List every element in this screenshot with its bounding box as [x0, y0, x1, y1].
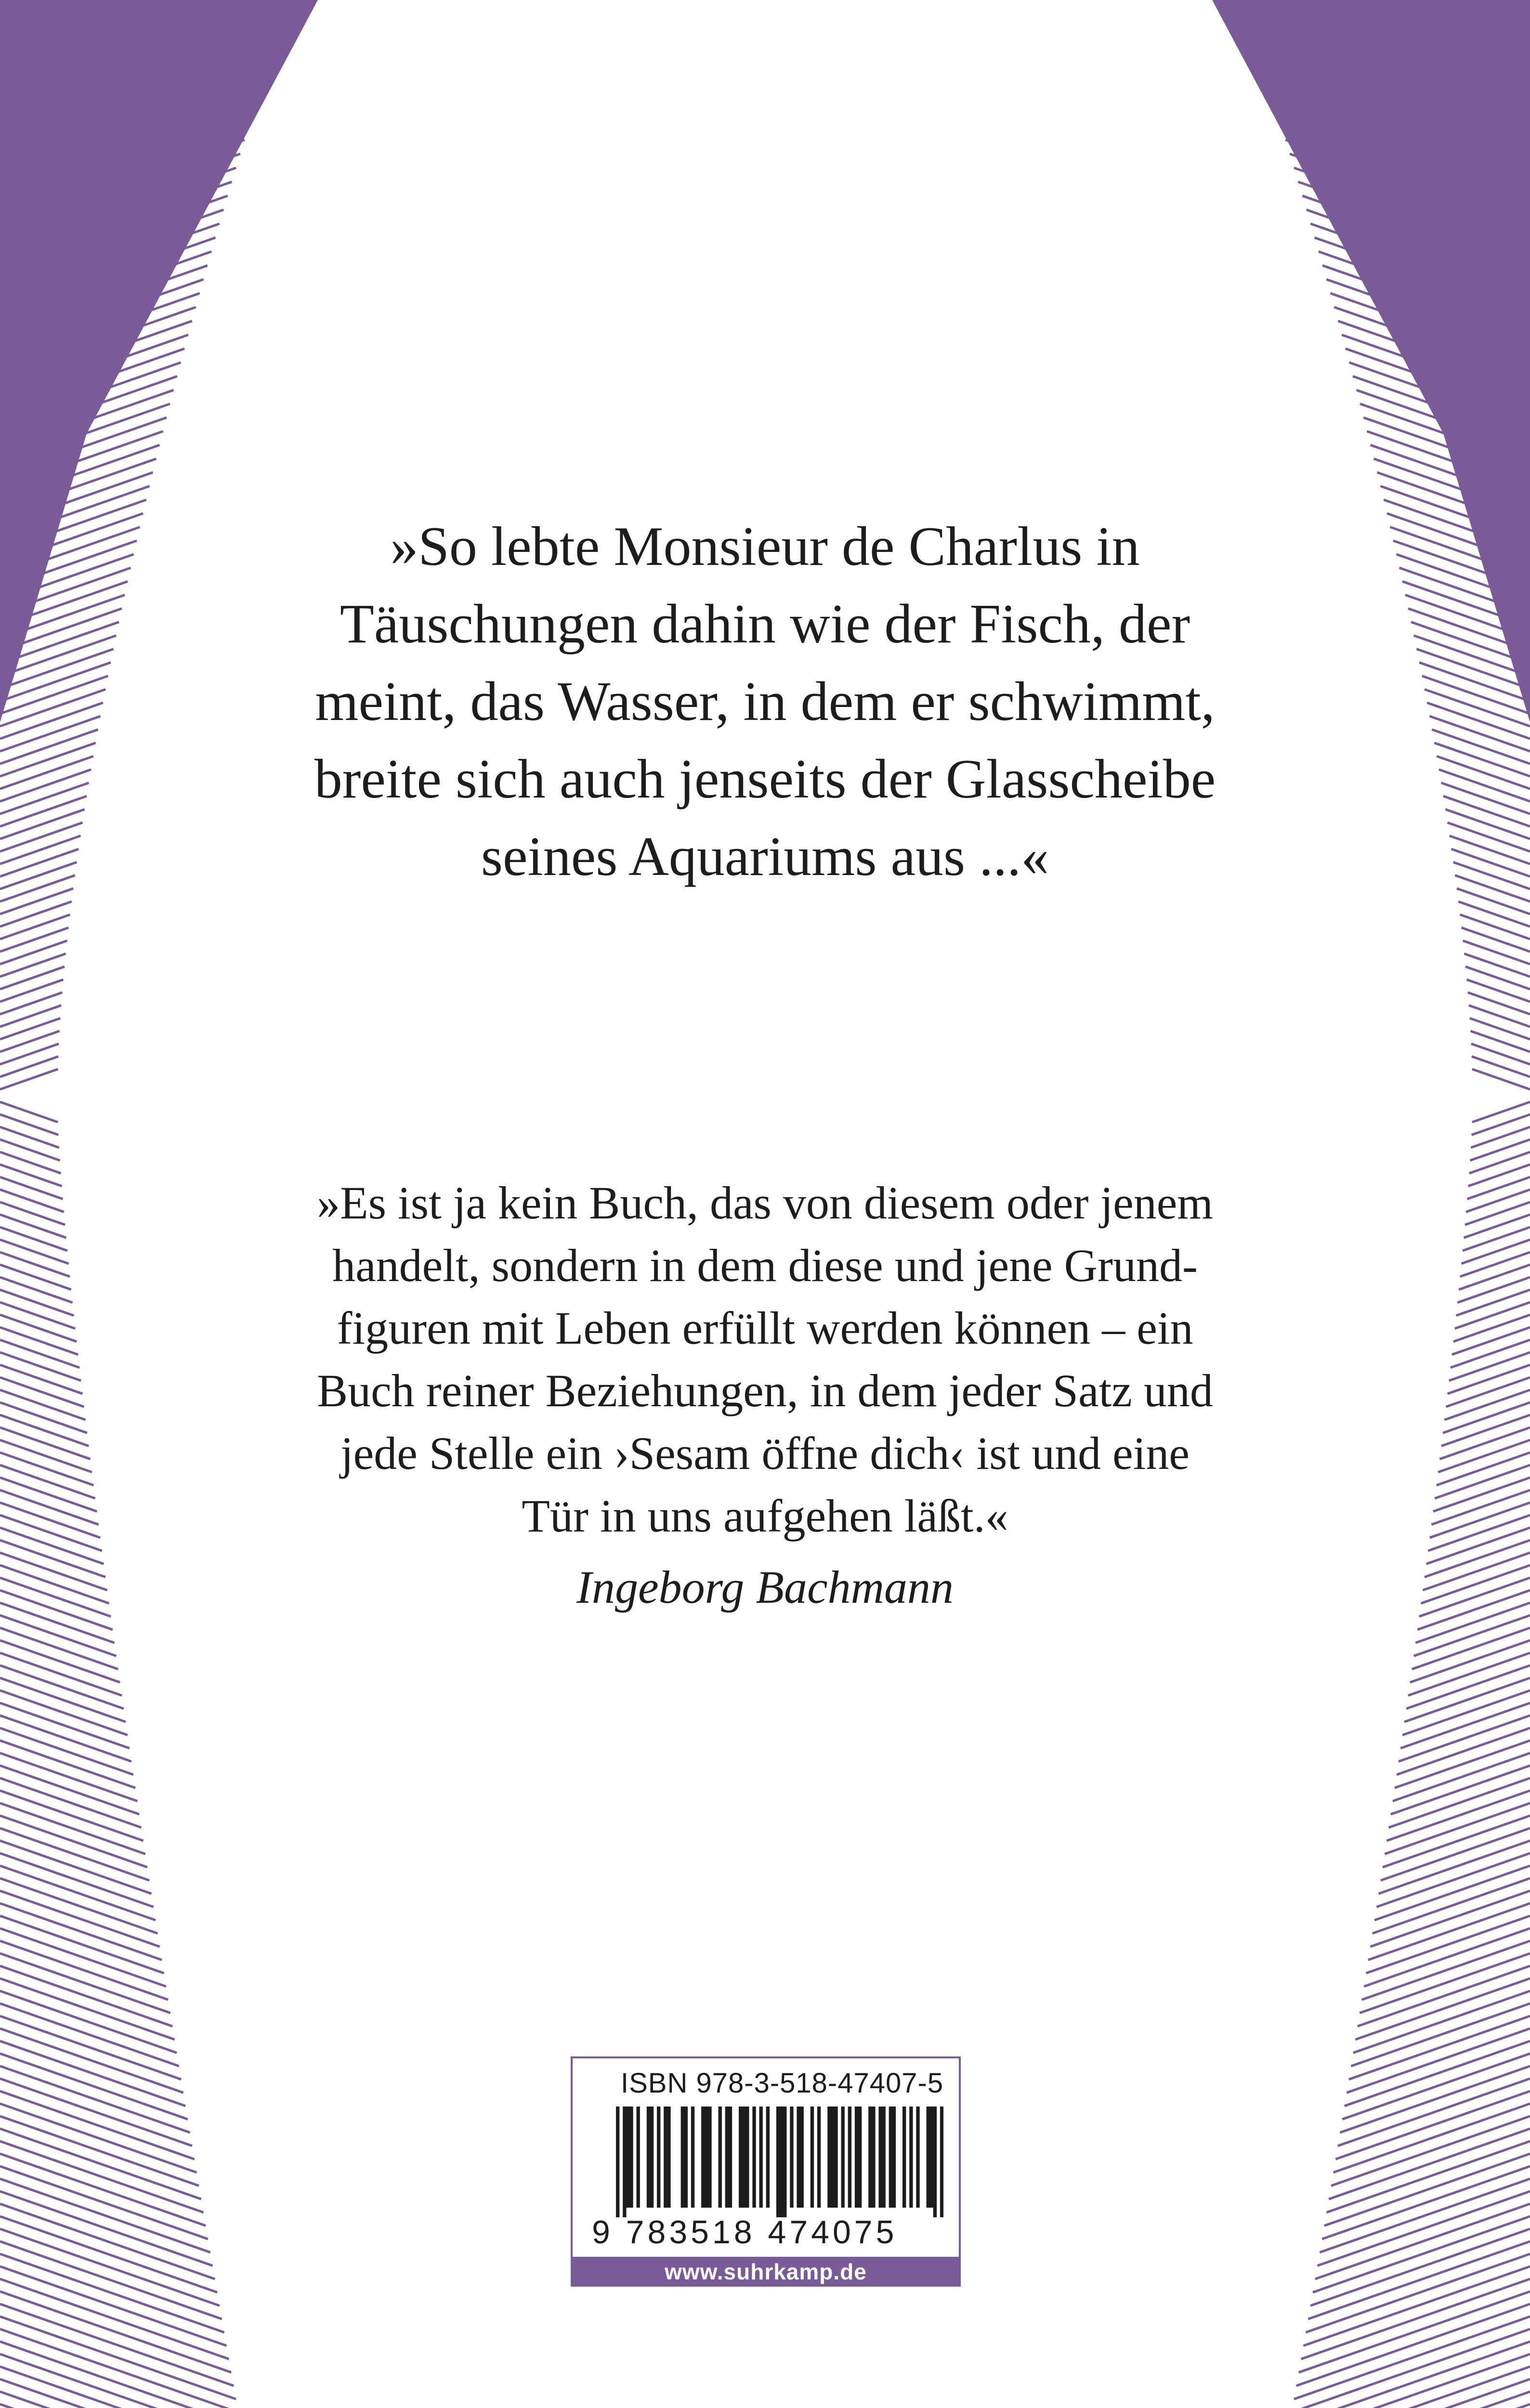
- isbn-number: ISBN 978-3-518-47407-5: [621, 2068, 944, 2099]
- quote-line: Buch reiner Beziehungen, in dem jeder Satz und: [317, 1365, 1213, 1416]
- quote-line: »So lebte Monsieur de Charlus in: [390, 516, 1140, 577]
- barcode-icon: [616, 2107, 943, 2217]
- quote-line: Tür in uns aufgehen läßt.«: [522, 1490, 1008, 1542]
- quote-line: Täuschungen dahin wie der Fisch, der: [340, 593, 1190, 655]
- quote-line: seines Aquariums aus ...«: [481, 826, 1049, 888]
- isbn-barcode-label: [571, 2056, 961, 2287]
- quote-line: handelt, sondern in dem diese und jene Grund-: [332, 1240, 1198, 1291]
- quote-line: figuren mit Leben erfüllt werden können – ein: [337, 1302, 1193, 1354]
- quote-line: meint, das Wasser, in dem er schwimmt,: [315, 671, 1215, 733]
- proust-quote: [0, 508, 1530, 896]
- publisher-url: www.suhrkamp.de: [571, 2257, 961, 2287]
- quote-line: »Es ist ja kein Buch, das von diesem oder jenem: [317, 1177, 1213, 1229]
- quote-author: Ingeborg Bachmann: [576, 1561, 954, 1613]
- ean-digits: 9 783518 474075: [592, 2214, 898, 2251]
- bachmann-quote: [0, 1172, 1530, 1619]
- quote-line: jede Stelle ein ›Sesam öffne dich‹ ist und eine: [340, 1427, 1190, 1479]
- quote-line: breite sich auch jenseits der Glasscheibe: [314, 748, 1216, 810]
